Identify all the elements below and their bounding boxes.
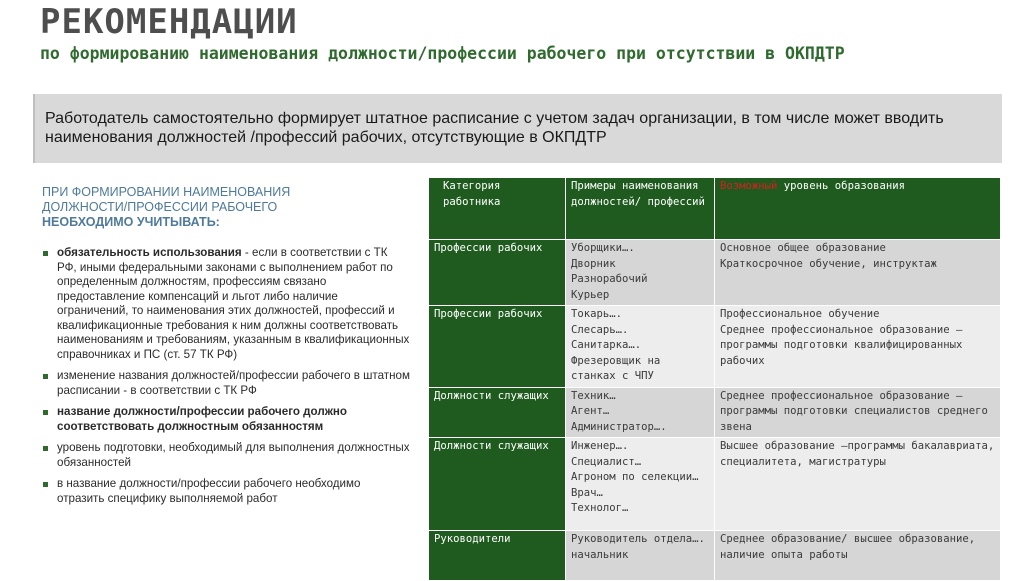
table-row [429, 438, 1001, 531]
left-heading-strong: НЕОБХОДИМО УЧИТЫВАТЬ: [42, 215, 220, 229]
recommendations-table [428, 177, 1001, 581]
row-category: Должности служащих [429, 387, 566, 438]
header-education-rest: уровень образования [777, 180, 905, 192]
example-item: Специалист… [571, 455, 642, 468]
row-education [715, 306, 1001, 388]
example-item: Санитарка…. [571, 339, 642, 351]
education-item: Высшее образование –программы бакалавриата, специалитета, магистратуры [720, 440, 995, 468]
row-examples [566, 387, 715, 438]
example-item: Руководитель отдела…. [571, 533, 705, 545]
page-title: РЕКОМЕНДАЦИИ [40, 2, 298, 42]
example-item: Фрезеровщик на станках с ЧПУ [571, 354, 661, 382]
table-row [429, 531, 1001, 581]
table-row [429, 387, 1001, 438]
education-item: Среднее профессиональное образование –программы подготовки квалифицированных рабочих [720, 323, 963, 367]
list-item-text: уровень подготовки, необходимый для выполнения должностных обязанностей [57, 441, 410, 469]
left-heading [42, 185, 312, 230]
row-category: Руководители [429, 531, 566, 581]
example-item: Агроном по селекции… [571, 471, 699, 483]
example-item: Инженер…. [571, 440, 629, 452]
list-item [42, 477, 410, 506]
row-category: Профессии рабочих [429, 306, 566, 388]
example-item: Слесарь…. [571, 323, 629, 336]
row-category: Профессии рабочих [429, 240, 566, 306]
table-row [429, 306, 1001, 388]
list-item [42, 405, 410, 434]
row-education [715, 531, 1001, 581]
list-item [42, 246, 410, 362]
left-heading-text: ПРИ ФОРМИРОВАНИИ НАИМЕНОВАНИЯ ДОЛЖНОСТИ/ПРОФЕССИИ РАБОЧЕГО [42, 185, 291, 214]
example-item: Агент… [571, 405, 610, 417]
example-item: Врач… [571, 486, 603, 499]
header-education [715, 178, 1001, 240]
list-item-text: в название должности/профессии рабочего необходимо отразить специфику выполняемой работ [57, 477, 361, 505]
example-item: Токарь…. [571, 308, 623, 320]
education-item: Основное общее образование [720, 242, 886, 254]
considerations-list [42, 246, 410, 513]
header-education-highlight: Возможный [720, 180, 778, 192]
example-item: Техник… [571, 389, 616, 402]
education-item: Среднее образование/ высшее образование, наличие опыта работы [720, 533, 976, 561]
example-item: Администратор…. [571, 420, 667, 433]
row-examples [566, 531, 715, 581]
row-education [715, 387, 1001, 438]
table-row [429, 240, 1001, 306]
row-category: Должности служащих [429, 438, 566, 531]
page-subtitle: по формированию наименования должности/профессии рабочего при отсутствии в ОКПДТР [40, 44, 845, 63]
list-item [42, 369, 410, 398]
row-education [715, 240, 1001, 306]
example-item: Курьер [571, 288, 610, 301]
education-item: Краткосрочное обучение, инструктаж [720, 257, 937, 270]
intro-text: Работодатель самостоятельно формирует штатное расписание с учетом задач организации, в том числе может вводить наименования должностей /профессий рабочих, отсутствующие в ОКПДТР [45, 110, 944, 146]
education-item: Среднее профессиональное образование –программы подготовки специалистов среднего звена [720, 389, 988, 433]
education-item: Профессиональное обучение [720, 308, 880, 320]
example-item: Разнорабочий [571, 273, 648, 285]
row-examples [566, 306, 715, 388]
example-item: Уборщики…. [571, 242, 635, 254]
list-item-text: изменение названия должностей/профессии рабочего в штатном расписании - в соответствии с ТК РФ [57, 369, 410, 397]
row-examples [566, 240, 715, 306]
example-item: Дворник [571, 257, 616, 270]
list-item [42, 441, 410, 470]
row-examples [566, 438, 715, 531]
list-item-text: название должности/профессии рабочего должно соответствовать должностным обязанностям [57, 405, 348, 433]
list-item-lead: обязательность использования [57, 246, 242, 259]
header-category: Категория работника [429, 178, 566, 240]
header-examples: Примеры наименования должностей/ профессий [566, 178, 715, 240]
row-education [715, 438, 1001, 531]
example-item: начальник [571, 548, 629, 561]
intro-box [33, 94, 1002, 163]
table-header-row [429, 178, 1001, 240]
list-item-text: - если в соответствии с ТК РФ, иными федеральными законами с выполнением работ по определенным должностям, профессиям связано предоставление компенсаций и льгот либо наличие ограничений, то наименования этих должностей, профессий и квалификационные требования к ним должны соответствовать наименованиям и требованиям, указанным в квалификационных справочниках и ПС (ст. 57 ТК РФ) [57, 246, 410, 361]
example-item: Технолог… [571, 502, 629, 514]
